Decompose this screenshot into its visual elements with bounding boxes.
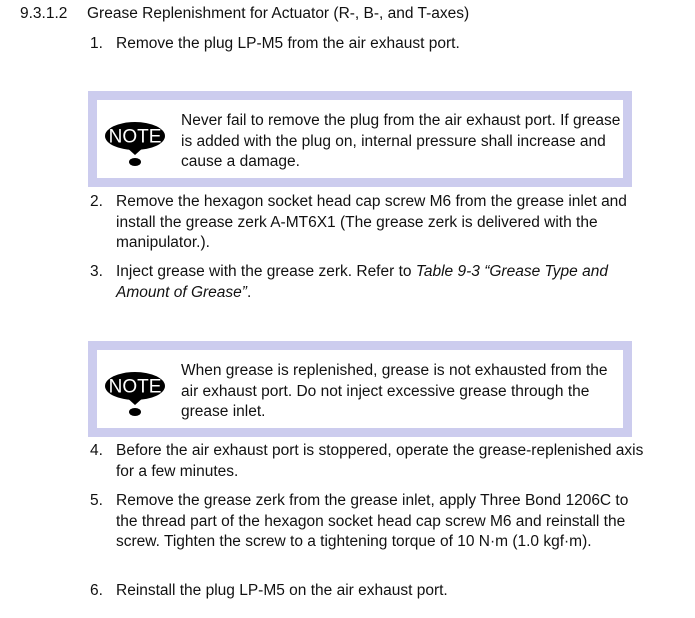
- step-6: [90, 581, 650, 602]
- step-text: Reinstall the plug LP-M5 on the air exhaust port.: [116, 582, 448, 599]
- step-text: Remove the hexagon socket head cap screw M6 from the grease inlet and install the grease zerk A-MT6X1 (The grease zerk is delivered with the manipulator.).: [116, 193, 627, 251]
- step-text-part: .: [246, 283, 252, 301]
- note-icon-label: NOTE: [108, 376, 162, 398]
- step-number: 2.: [90, 193, 103, 210]
- step-text: [116, 262, 650, 303]
- step-text: Remove the plug LP-M5 from the air exhaust port.: [116, 35, 460, 52]
- note-text: When grease is replenished, grease is not exhausted from the air exhaust port. Do not inject excessive grease through the grease inlet.: [181, 362, 608, 420]
- step-text-part: Inject grease with the grease zerk. Refer to: [116, 263, 416, 280]
- step-text: Before the air exhaust port is stoppered, operate the grease-replenished axis for a few minutes.: [116, 442, 644, 480]
- step-5: [90, 491, 650, 553]
- step-1: [90, 34, 650, 55]
- note-box-2: [88, 341, 632, 437]
- step-text: Remove the grease zerk from the grease inlet, apply Three Bond 1206C to the thread part of the hexagon socket head cap screw M6 and reinstall the screw. Tighten the screw to a tightening torque of 10 N·m (1.0 kgf·m).: [116, 492, 629, 550]
- note-icon: [102, 370, 174, 418]
- section-heading: [20, 5, 469, 23]
- note-icon: [102, 120, 174, 168]
- step-3: [90, 262, 650, 303]
- note-icon-label: NOTE: [108, 126, 162, 148]
- section-title: Grease Replenishment for Actuator (R-, B-, and T-axes): [87, 5, 470, 22]
- table-reference: Table 9-3 “Grease Type and Amount of Grease”: [116, 263, 608, 301]
- note-box-1: [88, 91, 632, 187]
- section-number: 9.3.1.2: [20, 5, 68, 22]
- note-text: Never fail to remove the plug from the air exhaust port. If grease is added with the plug on, internal pressure shall increase and cause a damage.: [181, 112, 621, 170]
- step-number: 5.: [90, 492, 103, 509]
- step-2: [90, 192, 650, 254]
- step-number: 1.: [90, 35, 103, 52]
- step-number: 3.: [90, 263, 103, 280]
- step-number: 6.: [90, 582, 103, 599]
- step-number: 4.: [90, 442, 103, 459]
- step-4: [90, 441, 650, 482]
